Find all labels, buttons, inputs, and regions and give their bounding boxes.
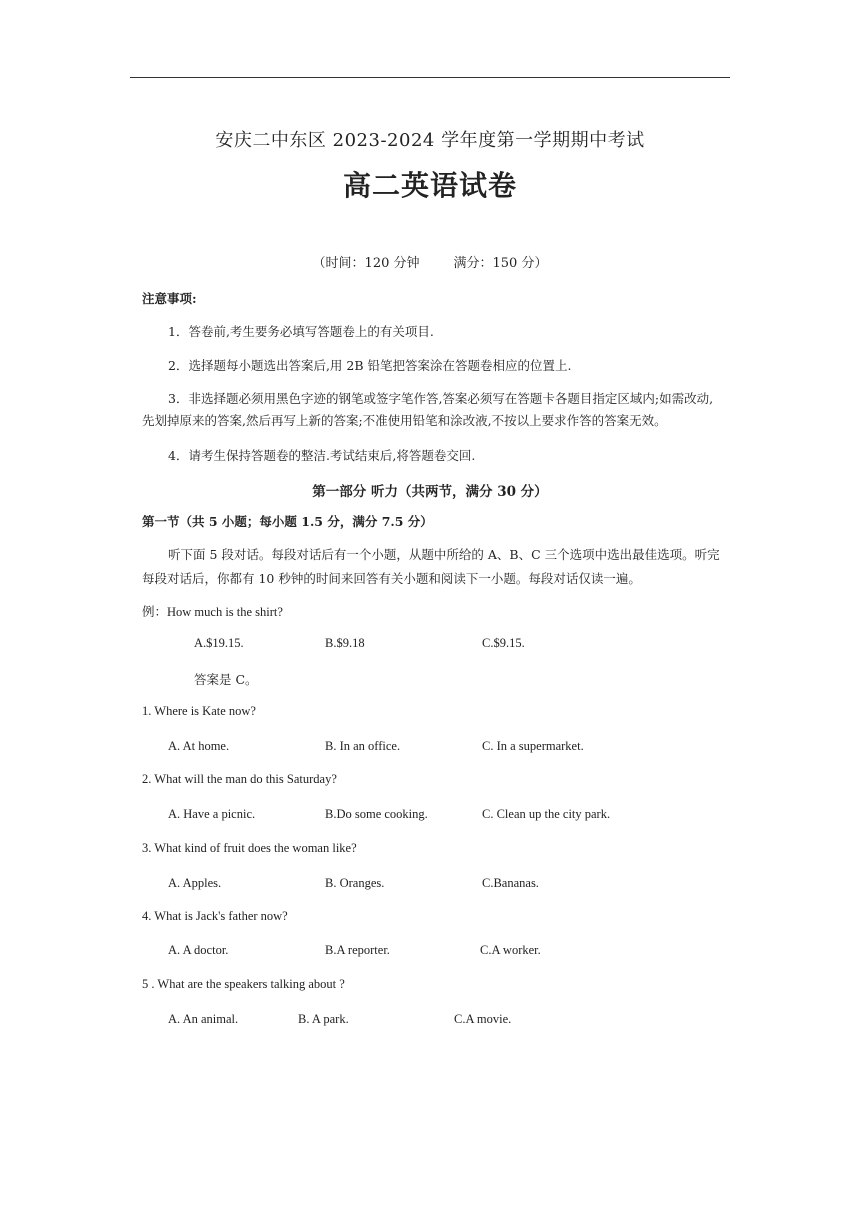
q2-option-c: C. Clean up the city park. [482, 807, 611, 821]
example-option-c: C.$9.15. [482, 636, 525, 650]
q5-option-a: A. An animal. [168, 1012, 239, 1026]
q2-option-a: A. Have a picnic. [168, 807, 256, 821]
question-4: 4. What is Jack's father now? [142, 909, 288, 923]
question-1: 1. Where is Kate now? [142, 704, 256, 718]
note-item: 2．选择题每小题选出答案后,用 2B 铅笔把答案涂在答题卷相应的位置上. [168, 358, 572, 373]
notes-heading: 注意事项: [142, 291, 197, 306]
part1-heading: 第一部分 听力（共两节，满分 30 分） [312, 484, 548, 500]
exam-meta [0, 252, 860, 271]
example-answer: 答案是 C。 [194, 672, 258, 687]
example-option-b: B.$9.18 [325, 636, 365, 650]
q4-option-a: A. A doctor. [168, 943, 229, 957]
q1-option-c: C. In a supermarket. [482, 739, 584, 753]
section1-heading: 第一节（共 5 小题；每小题 1.5 分，满分 7.5 分） [142, 514, 433, 529]
q3-option-c: C.Bananas. [482, 876, 539, 890]
q1-option-a: A. At home. [168, 739, 230, 753]
q5-option-c: C.A movie. [454, 1012, 512, 1026]
question-2: 2. What will the man do this Saturday? [142, 772, 337, 786]
top-rule [130, 77, 730, 78]
exam-title: 高二英语试卷 [342, 169, 517, 202]
q4-option-c: C.A worker. [480, 943, 541, 957]
note-item: 4．请考生保持答题卷的整洁.考试结束后,将答题卷交回. [168, 448, 476, 463]
note-item: 1．答卷前,考生要务必填写答题卷上的有关项目. [168, 324, 434, 339]
exam-score: 满分：150 分） [453, 256, 548, 271]
example-question: 例：How much is the shirt? [142, 605, 283, 619]
q5-option-b: B. A park. [298, 1012, 349, 1026]
q3-option-a: A. Apples. [168, 876, 222, 890]
section1-intro: 听下面 5 段对话。每段对话后有一个小题，从题中所给的 A、B、C 三个选项中选出最佳选项。听完每段对话后，你都有 10 秒钟的时间来回答有关小题和阅读下一小题。每段对话仅读一遍。 [142, 547, 720, 586]
exam-time: （时间：120 分钟 [312, 256, 420, 271]
question-5: 5 . What are the speakers talking about ? [142, 977, 345, 991]
example-option-a: A.$19.15. [194, 636, 244, 650]
q2-option-b: B.Do some cooking. [325, 807, 428, 821]
q4-option-b: B.A reporter. [325, 943, 390, 957]
q3-option-b: B. Oranges. [325, 876, 385, 890]
question-3: 3. What kind of fruit does the woman like? [142, 841, 357, 855]
q1-option-b: B. In an office. [325, 739, 401, 753]
school-title: 安庆二中东区 2023-2024 学年度第一学期期中考试 [215, 130, 645, 151]
note-item: 3．非选择题必须用黑色字迹的钢笔或签字笔作答,答案必须写在答题卡各题目指定区域内;如需改动,先划掉原来的答案,然后再写上新的答案;不准使用铅笔和涂改液,不按以上要求作答的答案无效。 [142, 391, 714, 428]
